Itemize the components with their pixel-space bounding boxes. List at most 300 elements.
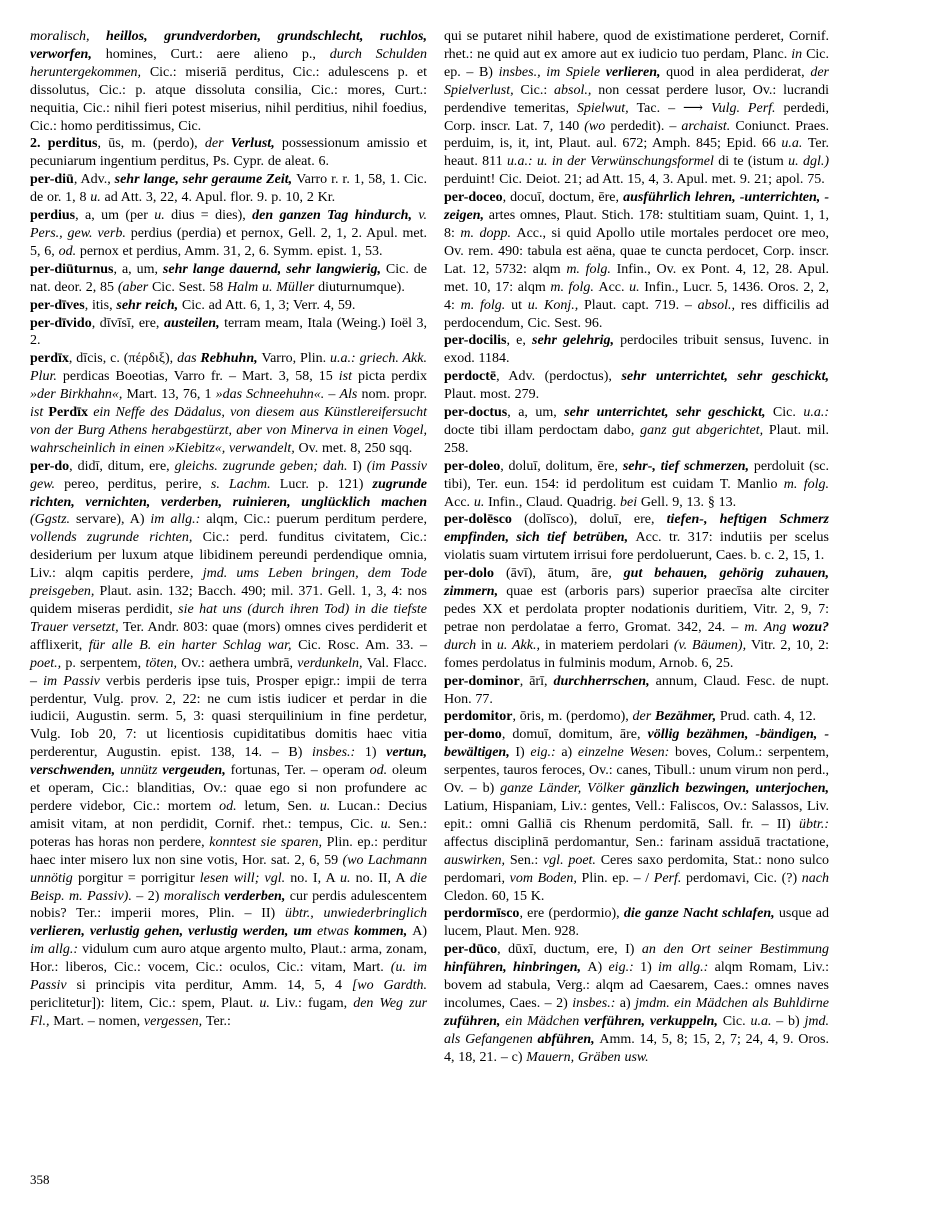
text-segment: Varro r. r. 1, 58, 1. Cic. de or. 1, 8 [30,172,427,206]
text-segment: quae est (arboris pars) superior praecīsa alte circiter pedes XX et perdolata propter nodationis duritiem, Vitr. 2, 9, 7: petrae non perdolatae a ferro, Gromat. 342, 24. – [444,584,829,635]
text-segment: hinführen, hinbringen, [444,960,588,976]
text-segment: sehr unterrichtet, sehr geschickt, [564,405,773,421]
text-segment: homines, Curt.: aere alieno p., [105,46,330,62]
headword: per-dūco [444,942,498,958]
text-segment: »der Birkhahn«, [30,387,127,403]
text-segment: (aber [117,279,152,295]
dictionary-entry [444,458,829,512]
text-segment: die ganze Nacht schlafen, [623,906,779,922]
headword: 2. perditus [30,136,98,152]
text-segment: jmd. ums Leben bringen, dem Tode preisgeben, [30,566,427,600]
dictionary-entry [444,332,829,368]
text-segment: konntest sie sparen, [209,834,327,850]
text-segment: (Ggstz. [30,512,76,528]
dictionary-entry [444,726,829,905]
text-segment: Sen.: [509,852,543,868]
text-segment: u.a.: [803,405,829,421]
text-segment: Ter.: [205,1013,231,1029]
text-segment: das [177,351,201,367]
text-segment: perdoluit (sc. tibi), Ter. eun. 154: id perdolitum est cuidam T. Manlio [444,458,829,492]
text-segment: Als [339,387,362,403]
text-segment: pernox et perdius, Amm. 31, 2, 6. Symm. epist. 1, 53. [79,243,383,259]
text-segment: perdius (perdia) et pernox, Gell. 2, 1, 2. Apul. met. 5, 6, [30,225,427,259]
text-segment: u.a. [781,136,808,152]
text-segment: usque ad lucem, Plaut. Men. 928. [444,906,830,940]
text-segment: im allg.: [658,960,715,976]
text-segment: im Passiv [43,673,106,689]
headword: per-dolo [444,566,495,582]
dictionary-entry [30,458,427,1031]
text-segment: no. II, A [355,870,410,886]
text-segment: Cic. Sest. 58 [151,279,228,295]
text-segment: insbes.: [572,995,620,1011]
text-segment: den ganzen Tag hindurch, [252,208,419,224]
text-segment: I) [515,745,531,761]
text-segment: Vulg. Perf. [711,100,784,116]
headword: per-domo [444,727,502,743]
text-segment: porgitur = porrigitur [77,870,200,886]
text-segment: dius = dies), [171,208,253,224]
text-segment: Verlust, [230,136,282,152]
text-segment: alqm Romam, Liv.: bovem ad stabula, Verg.: alqm ad Caesarem, Caes.: omnes naves incolumes, Caes. – 2) [444,960,830,1011]
text-segment: si principis vita perditur, Amm. 14, 5, 4 [76,978,352,994]
text-segment: kommen, [353,924,413,940]
dictionary-entry [444,905,829,941]
text-segment: Acc. tr. 317: indutiis per scelus violatis suam virtutem irrisui fore perdoluerunt, Caes. b. c. 2, 15, 1. [444,530,829,564]
text-segment: gänzlich bezwingen, unterjochen, [630,781,829,797]
text-segment: Infin., Ov. ex Pont. 4, 12, 28. Apul. met. 10, 17: alqm [444,261,829,295]
text-segment: v. Pers., gew. verb. [30,208,427,241]
text-segment: , ōris, m. (perdomo), [512,709,633,725]
text-segment: u. [339,870,356,886]
text-segment: u. Konj., [527,297,584,313]
text-segment: absol., [554,82,599,98]
text-segment: an den Ort seiner Bestimmung [641,942,829,958]
text-segment: u. [319,798,339,814]
text-segment: moralisch [163,888,225,904]
dictionary-entry [444,708,829,726]
text-segment: übtr., unwiederbringlich [285,906,427,922]
headword: per-dolēsco [444,512,512,528]
text-segment: Acc. [444,494,474,510]
text-segment: moralisch, [30,29,106,44]
text-segment: A) [412,924,427,940]
text-segment: archaist. [681,118,736,134]
text-segment: sehr-, tief schmerzen, [622,458,754,474]
text-segment: ad Att. 3, 22, 4. Apul. flor. 9. p. 10, 2 Kr. [104,190,336,206]
text-segment: vollends zugrunde richten, [30,530,203,546]
text-segment: Cledon. 60, 15 K. [444,888,545,904]
dictionary-entry [444,673,829,709]
text-segment: Val. Flacc. – [30,655,427,689]
headword: per-doctus [444,405,508,421]
dictionary-entry [444,511,829,565]
text-segment: etwas [317,924,354,940]
text-segment: völlig bezähmen, -bändigen, -bewältigen, [444,727,829,761]
text-segment: jmdm. ein Mädchen als Buhldirne [635,995,830,1011]
text-segment: insbes.: [312,745,365,761]
text-segment: [wo Gardth. [351,978,427,994]
headword: per-dīvido [30,315,92,331]
dictionary-entry [30,350,427,457]
dictionary-entry [444,404,829,458]
text-segment: ein Mädchen [505,1013,584,1029]
text-segment: in [791,46,807,62]
text-segment: austeilen, [163,315,225,331]
text-segment: vergeuden, [162,763,231,779]
text-segment: verderben, [224,888,290,904]
text-segment: periclitetur]): litem, Cic.: spem, Plaut. [30,995,260,1011]
text-segment: Lucan.: Decius amisit vitam, at non perdidit, Cornif. rhet.: tempus, Cic. [30,798,428,832]
dictionary-entry [444,565,829,672]
text-segment: wozu? [792,619,829,635]
text-segment: perdociles tribuit sensus, Iuvenc. in exod. 1184. [444,333,829,367]
text-segment: Cic.: miseriā perditus, Cic.: adulescens p. et dissolutus, Cic.: p. atque dissoluta consilia, Cic.: mores, Curt.: nequitia, Cic.: nihil fieri potest miserius, nihil perditius, nihil foedius, Cic.: homo perditissimus, Cic. [30,64,427,134]
text-segment: vgl. poet. [542,852,601,868]
text-segment: perdomavi, Cic. (?) [686,870,802,886]
text-segment: – b) [776,1013,805,1029]
text-segment: der [204,136,231,152]
text-segment: Infin., Lucr. 5, 1436. Oros. 2, 2, 4: [444,279,829,313]
text-segment: unnütz [120,763,163,779]
text-segment: affectus disciplinā perdomantur, Sen.: farinam assiduā tractatione, [444,834,829,850]
text-segment: Cic. [772,405,804,421]
text-segment: durchherrschen, [553,673,656,689]
text-segment: fortunas, Ter. – operam [230,763,370,779]
text-segment: eig.: [530,745,562,761]
text-segment: – 2) [136,888,164,904]
text-segment: sehr unterrichtet, sehr geschickt, [621,369,829,385]
text-segment: annum, Claud. Fesc. de nupt. Hon. 77. [444,673,830,707]
text-segment: gleichs. zugrunde geben; dah. [174,458,353,474]
text-segment: Plin. ep.: perditur haec inter misero lux non sine votis, Hor. sat. 2, 6, 59 [30,834,428,868]
text-segment: lesen will; vgl. [199,870,291,886]
text-segment: cur perdis adulescentem nobis? Ter.: imperii mores, Plin. – II) [30,888,427,922]
text-segment: Ter. heaut. 811 [444,136,829,170]
text-segment: zuführen, [444,1013,506,1029]
text-segment: der [632,709,655,725]
text-segment: boves, Colum.: serpentem, serpentes, tauros feroces, Ov.: canes, Tibull.: unum virum non perd., Ov. – b) [444,745,830,797]
dictionary-entry [30,261,427,297]
text-segment: (dolīsco), doluī, ere, [511,512,667,528]
text-segment: perdicas Boeotias, Varro fr. – Mart. 3, 58, 15 [62,369,339,385]
headword: per-do [30,458,70,474]
text-segment: durch Schulden heruntergekommen, [30,46,427,80]
text-segment: bei [619,494,641,510]
text-segment: m. Ang [744,619,793,635]
text-segment: Lucr. p. 121) [279,476,373,492]
text-segment: heillos, grundverdorben, grundschlecht, ruchlos, verworfen, [30,29,427,62]
text-segment: Bezähmer, [655,709,720,725]
text-segment: a) [619,995,636,1011]
text-segment: ist [30,405,49,421]
text-segment: qui se putaret nihil habere, quod de existimatione perderet, Cornif. rhet.: ne quid aut ex amore aut ex iudicio tuo perdam, Planc. [444,29,829,62]
headword: per-doleo [444,458,501,474]
text-segment: vidulum cum auro atque argento multo, Plaut.: arma, zonam, Hor.: liberos, Cic.: vocem, Cic.: oculos, Cic.: vitam, Mart. [30,942,427,976]
dictionary-entry [30,135,427,171]
text-segment: res difficilis ad perdocendum, Cic. Sest. 96. [444,297,830,331]
headword: perdomitor [444,709,513,725]
text-segment: s. Lachm. [210,476,280,492]
text-segment: übtr.: [799,816,829,832]
text-segment: quod in alea perdiderat, [666,64,811,80]
text-segment: ganze Länder, Völker [500,781,631,797]
text-segment: den Weg zur Fl., [30,995,428,1029]
text-segment: di te (istum [718,154,789,170]
text-segment: Cic. [722,1013,751,1029]
text-segment: m. folg. [460,297,512,313]
text-segment: Cic.: [520,82,555,98]
text-segment: vertun, verschwenden, [30,745,427,779]
text-segment: die Beisp. m. Passiv). [30,870,428,904]
text-segment: oleum et operam, Cic.: blanditias, Ov.: quae ego si non profundere ac perdere videbor, Cic.: mortem [30,763,428,814]
headword: perdormīsco [444,906,520,922]
dictionary-entry [30,297,427,315]
text-segment: auswirken, [444,852,510,868]
headword: per-doceo [444,190,503,206]
text-segment: , Adv. (perdoctus), [496,369,622,385]
text-segment: 1) [640,960,659,976]
headword: per-diū [30,172,74,188]
headword: Perdīx [48,405,94,421]
text-segment: (wo [584,118,611,134]
dictionary-entry [30,315,427,351]
text-segment: m. folg. [550,279,599,295]
text-segment: , itis, [84,297,117,313]
text-segment: , didī, ditum, ere, [69,458,175,474]
left-column [30,28,427,1067]
text-segment: Vitr. 2, 10, 2: fomes perdolatus in fulminis modum, Arnob. 6, 25. [444,637,830,671]
text-segment: Gell. 9, 13. § 13. [640,494,737,510]
text-segment: a) [561,745,578,761]
text-segment: letum, Sen. [244,798,320,814]
dictionary-entry [444,941,829,1066]
text-segment: u. [90,190,105,206]
text-segment: Infin., Claud. Quadrig. [488,494,620,510]
text-segment: Prud. cath. 4, 12. [719,709,816,725]
text-segment: , ere (perdormio), [519,906,624,922]
text-segment: 1) [364,745,387,761]
text-segment: u.a.: u. in der Verwünschungsformel [507,154,719,170]
text-segment: für alle B. ein harter Schlag war, [88,637,299,653]
page-number: 358 [30,1172,50,1187]
text-segment: perdedi, Corp. inscr. Lat. 7, 140 [444,100,829,134]
text-segment: u.a. [750,1013,777,1029]
text-segment: Acc., si quid Apollo utile mortales perdocet ore meo, Ov. rem. 490: tabula est aëna, quae te cuncta perdocet, Corp. inscr. Lat. 12, 5732: alqm [444,225,830,277]
text-segment: Mart. 13, 76, 1 [126,387,216,403]
text-segment: in materiem perdolari [544,637,674,653]
headword: per-dominor [444,673,520,689]
text-segment: Cic. de nat. deor. 2, 85 [30,261,428,295]
text-segment: perdedit). – [610,118,682,134]
text-segment: Plaut. most. 279. [444,387,540,403]
text-segment: ganz gut abgerichtet, [640,422,769,438]
headword: per-docilis [444,333,507,349]
text-segment: Cic.: perd. funditus civitatem, Cic.: desiderium per luxum atque libidinem pereundi perdendique omnia, Liv.: alqm capitis perdere, [30,530,427,582]
text-segment: nom. propr. [361,387,428,403]
text-segment: docte tibi illam perdoctam dabo, [444,422,641,438]
headword: per-dīves [30,297,85,313]
text-segment: sehr lange dauernd, sehr langwierig, [162,261,386,277]
text-segment: einzelne Wesen: [577,745,675,761]
text-segment: (u. im Passiv [30,960,427,994]
text-segment: sehr lange, sehr geraume Zeit, [114,172,297,188]
text-segment: u. [154,208,172,224]
text-segment: , dīvīsī, ere, [91,315,164,331]
dictionary-entry [30,28,427,135]
text-segment: , domuī, domitum, āre, [501,727,648,743]
text-segment: Ov.: aethera umbrā, [181,655,298,671]
text-segment: u. [259,995,276,1011]
headword: perdīx [30,351,69,367]
text-segment: servare), A) [75,512,151,528]
text-segment: eig.: [608,960,641,976]
text-segment: , docuī, doctum, ēre, [502,190,624,206]
dictionary-entry [444,189,829,332]
text-segment: u. dgl.) [788,154,829,170]
text-segment: Rebhuhn, [200,351,262,367]
text-segment: Spielwut, [576,100,637,116]
text-segment: , ārī, [519,673,554,689]
text-segment: der Spielverlust, [444,64,829,98]
text-segment: ist [338,369,358,385]
text-segment: ausführlich lehren, -unterrichten, -zeigen, [444,190,829,224]
text-segment: Liv.: fugam, [275,995,354,1011]
text-segment: nach [801,870,829,886]
text-segment: , e, [506,333,532,349]
text-segment: im allg.: [30,942,83,958]
text-segment: verdunkeln, [297,655,367,671]
headword: perdius [30,208,76,224]
text-segment: verlieren, [605,64,667,80]
text-segment: verbis perderis ipse tuis, Prosper epigr.: impii de terra perdentur, Vulg. prov. 2, 22: ne cum istis iudicer et perdar in die iudicii, Augustin. serm. 5, 3: quasi sterquilinium in fine perdetur, Vulg. Iob 20, 7: ut licentiosis cupiditatibus domitis haec vitia perderentur, Augustin. epist. 138, 14. – B) [30,673,427,761]
text-columns [30,28,829,1067]
text-segment: Mart. – nomen, [53,1013,144,1029]
text-segment: Ter. Andr. 803: quae (mors) omnes cives perdiderit et afflixerit, [30,619,427,653]
text-segment: durch [444,637,482,653]
text-segment: abführen, [537,1031,600,1047]
right-column [444,28,829,1067]
text-segment: od. [369,763,393,779]
text-segment: ut [511,297,528,313]
text-segment: artes omnes, Plaut. Stich. 178: stultitiam suam, Quint. 1, 1, 8: [444,208,830,241]
text-segment: Amm. 14, 5, 8; 15, 2, 7; 24, 4, 9. Oros. 4, 18, 21. – c) [444,1031,829,1065]
dictionary-entry [30,207,427,261]
text-segment: picta perdix [358,369,427,385]
text-segment: – [328,387,340,403]
text-segment: non cessat perdere lusor, Ov.: lucrandi perdendive temeritas, [444,82,829,116]
text-segment: p. serpentem, [65,655,146,671]
text-segment: , dūxī, ductum, ere, I) [497,942,642,958]
text-segment: insbes., im Spiele [498,64,606,80]
text-segment: terram meam, Itala (Weing.) Ioël 3, 2. [30,315,427,349]
text-segment: Plin. ep. – / [581,870,654,886]
text-segment: Cic. ep. – B) [444,46,830,80]
text-segment: possessionum amissio et pecuniarum ingentium perditus, Ps. Cypr. de aleat. 6. [30,136,427,170]
text-segment: pereo, perditus, perire, [64,476,211,492]
text-segment: sehr reich, [116,297,182,313]
text-segment: u.a.: griech. Akk. Plur. [30,351,427,385]
text-segment: Latium, Hispaniam, Liv.: gentes, Vell.: Faliscos, Ov.: Salassos, Liv. epit.: omni Galliā cis Rhenum perdomitā, Sall. fr. – II) [444,798,829,832]
text-segment: Plaut. capt. 719. – [584,297,698,313]
text-segment: od. [219,798,245,814]
text-segment: m. folg. [783,476,830,492]
text-segment: in [481,637,497,653]
dictionary-entry [30,171,427,207]
text-segment: ein Neffe des Dädalus, von diesem aus Künstlereifersucht von der Burg Athens herabgestürzt, aber von Minerva in einen Vogel, wahrscheinlich in einen »Kiebitz«, verwandelt, [30,405,427,456]
text-segment: zugrunde richten, vernichten, verderben, ruinieren, unglücklich machen [30,476,427,510]
text-segment: od. [58,243,80,259]
text-segment: , a, um, [113,261,163,277]
text-segment: »das Schneehuhn«. [215,387,329,403]
text-segment: , a, um, [507,405,565,421]
text-segment: , dīcis, c. (πέρδιξ), [68,351,178,367]
text-segment: Sen.: poteras has horas non perdere, [30,816,427,850]
text-segment: Ov. met. 8, 250 sqq. [298,440,413,456]
text-segment: im allg.: [150,512,207,528]
text-segment: Perf. [653,870,687,886]
text-segment: vom Boden, [509,870,582,886]
text-segment: absol., [697,297,741,313]
headword: per-diūturnus [30,261,114,277]
dictionary-entry [444,368,829,404]
text-segment: gut behauen, gehörig zuhauen, zimmern, [444,566,829,600]
text-segment: A) [587,960,609,976]
dictionary-entry [444,28,829,189]
text-segment: (wo Lachmann unnötig [30,852,428,886]
text-segment: Coniunct. Praes. perduim, is, it, int, Plaut. aul. 672; Amph. 845; Epid. 66 [444,118,830,152]
text-segment: , doluī, dolitum, ēre, [500,458,623,474]
text-segment: Cic. Rosc. Am. 33. – [298,637,428,653]
text-segment: sie hat uns (durch ihren Tod) in die tiefste Trauer versetzt, [30,602,427,635]
text-segment: Mauern, Gräben usw. [526,1049,649,1065]
text-segment: (im Passiv gew. [30,458,427,492]
text-segment: Halm u. Müller [227,279,319,295]
text-segment: perduint! Cic. Deiot. 21; ad Att. 15, 4, 3. Apul. met. 9. 21; apol. 75. [444,172,825,188]
text-segment: (v. Bäumen), [673,637,751,653]
text-segment: Cic. ad Att. 6, 1, 3; Verr. 4, 59. [181,297,356,313]
text-segment: jmd. als Gefangenen [444,1013,829,1047]
text-segment: Varro, Plin. [261,351,331,367]
text-segment: Ceres saxo perdomita, Stat.: nono sulco perdomari, [444,852,829,886]
text-segment: (āvī), ātum, āre, [494,566,624,582]
text-segment: vergessen, [143,1013,206,1029]
text-segment: verführen, verkuppeln, [584,1013,723,1029]
text-segment: Tac. – ⟶ [636,100,712,116]
text-segment: poet., [30,655,66,671]
text-segment: m. dopp. [460,225,517,241]
text-segment: m. folg. [566,261,617,277]
text-segment: verlieren, verlustig gehen, verlustig werden, um [30,924,318,940]
text-segment: diuturnumque). [318,279,405,295]
text-segment: sehr gelehrig, [532,333,621,349]
text-segment: u. [629,279,645,295]
text-segment: u. [473,494,489,510]
text-segment: Plaut. mil. 258. [444,422,830,456]
text-segment: alqm, Cic.: puerum perditum perdere, [206,512,427,528]
text-segment: , Adv., [73,172,115,188]
text-segment: I) [352,458,367,474]
headword: perdoctē [444,369,497,385]
text-segment: u. [380,816,399,832]
text-segment: töten, [145,655,182,671]
text-segment: , a, um (per [75,208,155,224]
text-segment: , ūs, m. (perdo), [97,136,205,152]
text-segment: Plaut. asin. 132; Bacch. 490; mil. 371. Gell. 1, 3, 4: nos quidem miseras perdidit, [30,584,427,617]
text-segment: u. Akk., [496,637,545,653]
text-segment: Acc. [598,279,630,295]
text-segment: tiefen-, heftigen Schmerz empfinden, sich tief betrüben, [444,512,829,546]
